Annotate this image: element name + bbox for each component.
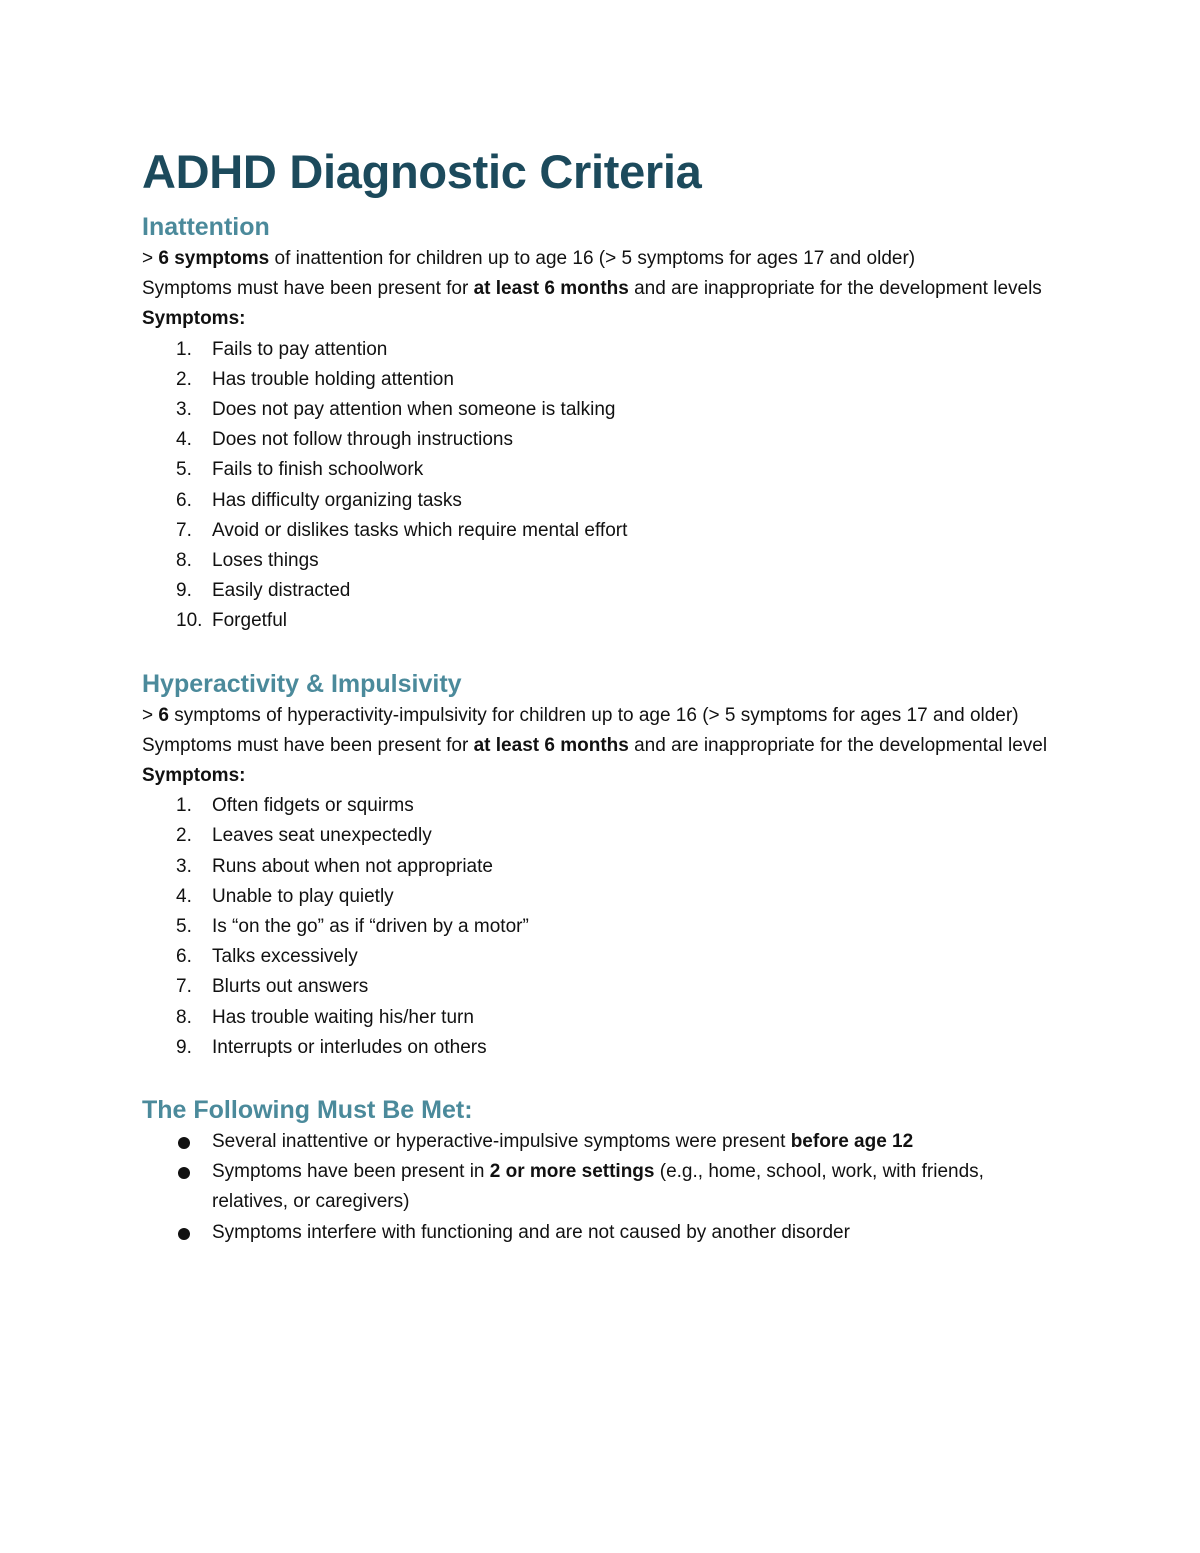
hyperactivity-threshold-line: > 6 symptoms of hyperactivity-impulsivity for children up to age 16 (> 5 symptoms for ages 17 and older) — [142, 704, 1019, 726]
section-heading-following: The Following Must Be Met: — [142, 1096, 473, 1125]
list-item: 3. Does not pay attention when someone is talking — [176, 399, 616, 421]
document-title: ADHD Diagnostic Criteria — [142, 145, 702, 198]
inattention-threshold-line: > 6 symptoms of inattention for children up to age 16 (> 5 symptoms for ages 17 and older) — [142, 248, 916, 269]
list-item: 7. Blurts out answers — [176, 976, 369, 998]
bullet-icon — [142, 1218, 212, 1248]
section-heading-inattention: Inattention — [142, 213, 270, 241]
list-item: 10. Forgetful — [176, 610, 287, 632]
section-heading-hyperactivity: Hyperactivity & Impulsivity — [142, 669, 462, 698]
list-item: 1. Often fidgets or squirms — [176, 795, 414, 817]
list-item: Symptoms have been present in 2 or more settings (e.g., home, school, work, with friends, relatives, or caregivers) — [142, 1157, 1062, 1217]
hyperactivity-symptoms-label: Symptoms: — [142, 765, 246, 787]
bullet-icon — [142, 1157, 212, 1217]
list-item: 4. Does not follow through instructions — [176, 429, 513, 451]
document-page — [142, 140, 1062, 1248]
list-item: 7. Avoid or dislikes tasks which require mental effort — [176, 519, 628, 541]
list-item: 5. Is “on the go” as if “driven by a motor” — [176, 916, 529, 938]
list-item: 6. Talks excessively — [176, 946, 358, 968]
hyperactivity-symptom-list — [142, 791, 1062, 1063]
list-item: 9. Easily distracted — [176, 580, 351, 602]
list-item: 6. Has difficulty organizing tasks — [176, 489, 462, 511]
list-item: 8. Loses things — [176, 550, 319, 572]
list-item: 4. Unable to play quietly — [176, 885, 394, 907]
list-item: 2. Has trouble holding attention — [176, 368, 454, 390]
list-item: 1. Fails to pay attention — [176, 338, 388, 360]
list-item: Several inattentive or hyperactive-impulsive symptoms were present before age 12 — [142, 1127, 1062, 1157]
list-item: 8. Has trouble waiting his/her turn — [176, 1006, 474, 1028]
list-item: 9. Interrupts or interludes on others — [176, 1036, 487, 1058]
inattention-symptoms-label: Symptoms: — [142, 308, 246, 330]
list-item: 5. Fails to finish schoolwork — [176, 459, 424, 481]
list-item: 3. Runs about when not appropriate — [176, 855, 493, 877]
inattention-symptom-list — [142, 335, 1062, 637]
list-item: 2. Leaves seat unexpectedly — [176, 825, 432, 847]
inattention-duration-line: Symptoms must have been present for at least 6 months and are inappropriate for the development levels — [142, 278, 1042, 300]
criteria-bullet-list — [142, 1127, 1062, 1248]
bullet-icon — [142, 1127, 212, 1157]
list-item: Symptoms interfere with functioning and are not caused by another disorder — [142, 1218, 1062, 1248]
hyperactivity-duration-line: Symptoms must have been present for at least 6 months and are inappropriate for the developmental level — [142, 734, 1048, 756]
